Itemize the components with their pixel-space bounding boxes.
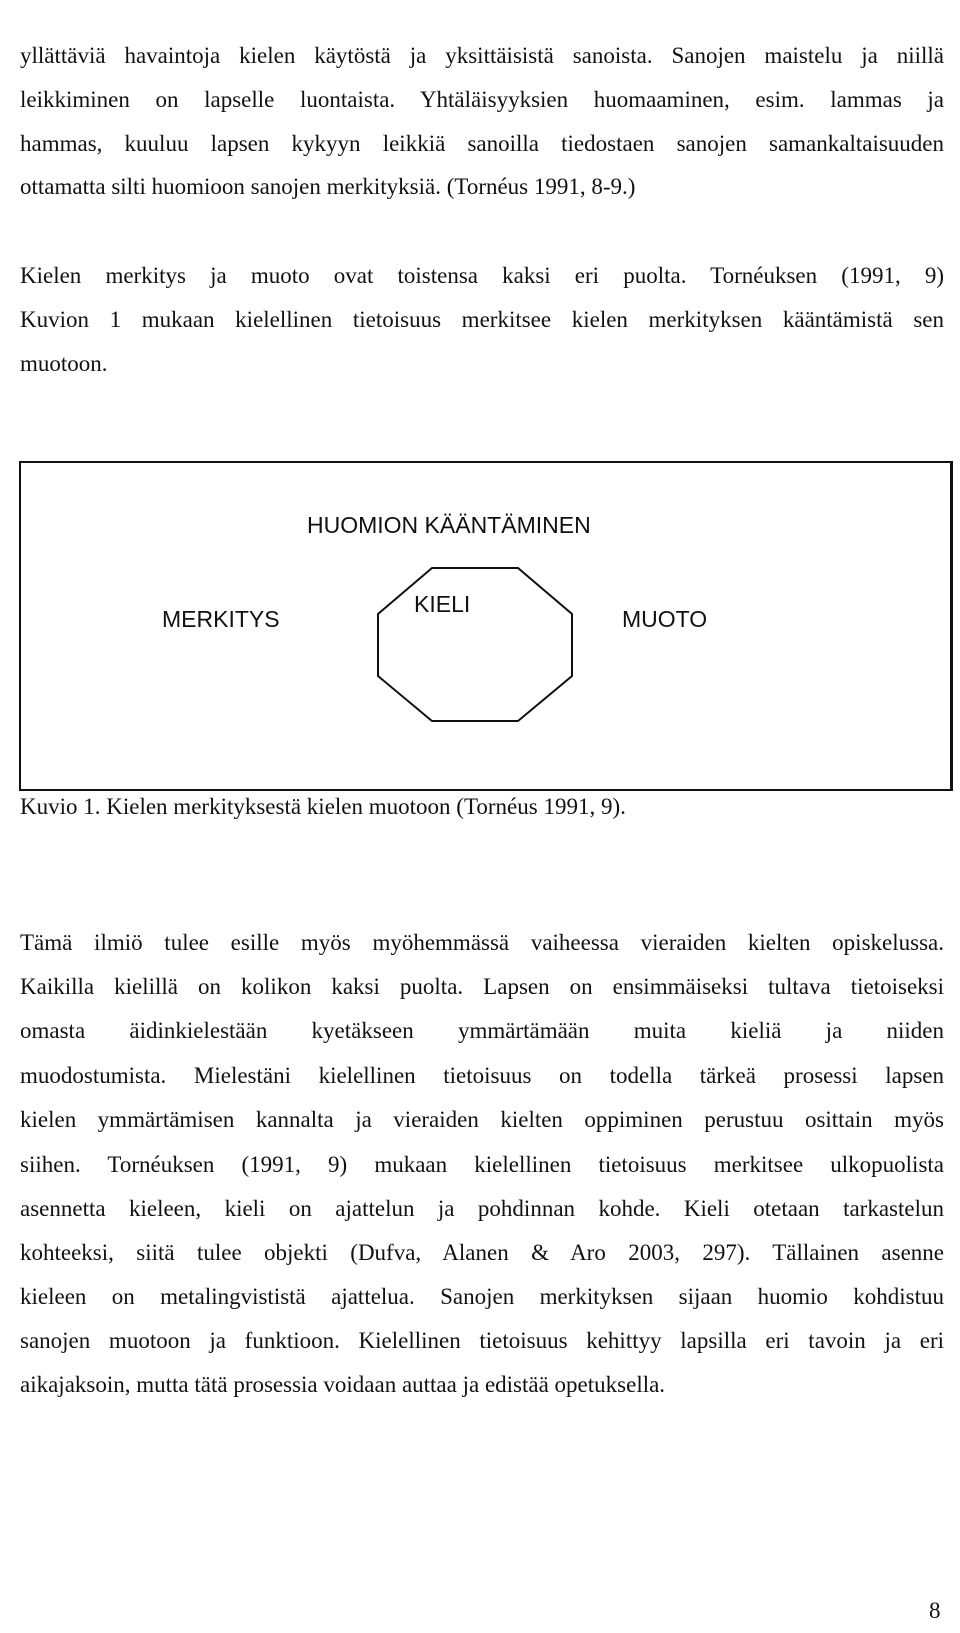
figure-left-label: MERKITYS [162, 606, 280, 632]
text-line: sanojen muotoon ja funktioon. Kielellinen tietoisuus kehittyy lapsilla eri tavoin ja eri [20, 1328, 944, 1353]
text-line: kielen ymmärtämisen kannalta ja vieraiden kielten oppiminen perustuu osittain myös [20, 1107, 944, 1132]
figure-center-label: KIELI [414, 591, 471, 617]
text-line: asennetta kieleen, kieli on ajattelun ja pohdinnan kohde. Kieli otetaan tarkastelun [20, 1196, 944, 1221]
text-line: muotoon. [20, 351, 108, 376]
octagon-shape [376, 566, 574, 723]
text-line: siihen. Tornéuksen (1991, 9) mukaan kielellinen tietoisuus merkitsee ulkopuolista [20, 1152, 944, 1177]
text-line: Tämä ilmiö tulee esille myös myöhemmässä vaiheessa vieraiden kielten opiskelussa. [20, 930, 944, 955]
text-line: yllättäviä havaintoja kielen käytöstä ja yksittäisistä sanoista. Sanojen maistelu ja niillä [20, 43, 944, 68]
text-line: kohteeksi, siitä tulee objekti (Dufva, Alanen & Aro 2003, 297). Tällainen asenne [20, 1240, 944, 1265]
figure-title: HUOMION KÄÄNTÄMINEN [307, 512, 591, 538]
text-line: Kuvion 1 mukaan kielellinen tietoisuus merkitsee kielen merkityksen kääntämistä sen [20, 307, 944, 332]
text-line: leikkiminen on lapselle luontaista. Yhtäläisyyksien huomaaminen, esim. lammas ja [20, 87, 944, 112]
text-line: kieleen on metalingvististä ajattelua. Sanojen merkityksen sijaan huomio kohdistuu [20, 1284, 944, 1309]
figure-right-label: MUOTO [622, 606, 708, 632]
figure-caption: Kuvio 1. Kielen merkityksestä kielen muotoon (Tornéus 1991, 9). [20, 794, 626, 819]
text-line: muodostumista. Mielestäni kielellinen tietoisuus on todella tärkeä prosessi lapsen [20, 1063, 944, 1088]
page-number: 8 [929, 1598, 941, 1623]
text-line: hammas, kuuluu lapsen kykyyn leikkiä sanoilla tiedostaen sanojen samankaltaisuuden [20, 131, 944, 156]
text-line: Kaikilla kielillä on kolikon kaksi puolta. Lapsen on ensimmäiseksi tultava tietoiseksi [20, 974, 944, 999]
text-line: omasta äidinkielestään kyetäkseen ymmärtämään muita kieliä ja niiden [20, 1018, 944, 1043]
text-line: Kielen merkitys ja muoto ovat toistensa kaksi eri puolta. Tornéuksen (1991, 9) [20, 263, 944, 288]
text-line: ottamatta silti huomioon sanojen merkityksiä. (Tornéus 1991, 8-9.) [20, 174, 636, 199]
text-line: aikajaksoin, mutta tätä prosessia voidaan auttaa ja edistää opetuksella. [20, 1372, 666, 1397]
